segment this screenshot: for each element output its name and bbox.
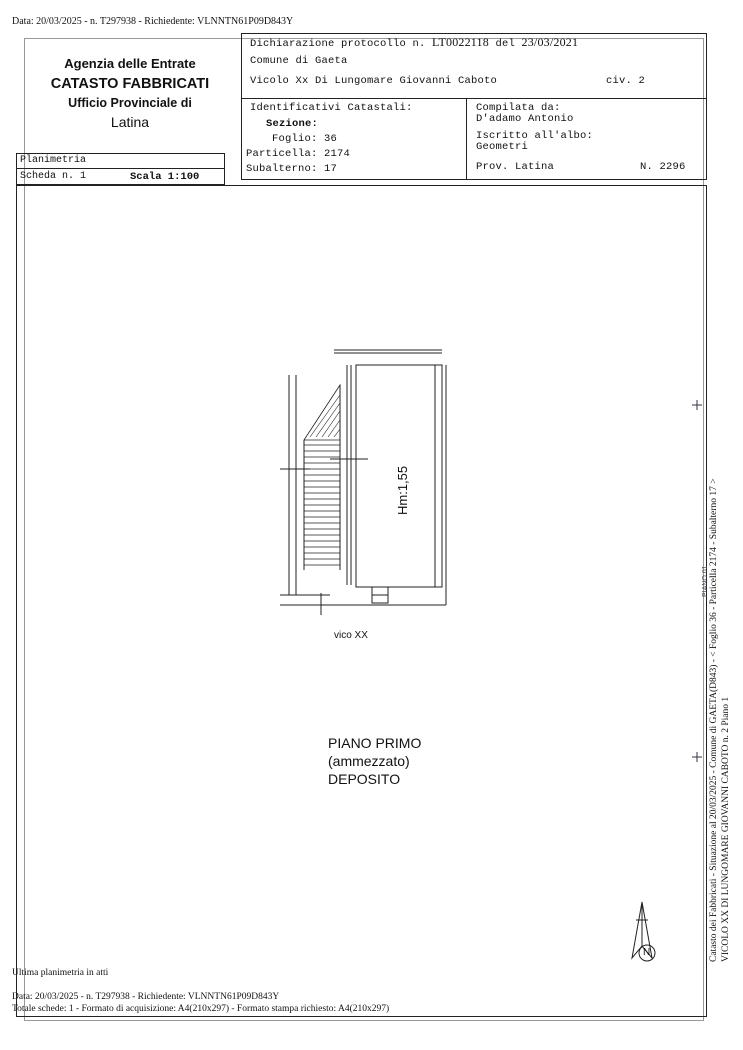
- side-catasto-info: Catasto dei Fabbricati - Situazione al 20/03/2025 - Comune di GAETA(D843) - < Foglio 36 - Particella 2174 - Subalterno 17 >: [709, 478, 719, 962]
- declaration-label: Dichiarazione protocollo n.: [250, 38, 426, 50]
- office-city: Latina: [110, 114, 150, 130]
- floor-plan: [270, 345, 460, 645]
- comune: Comune di Gaeta: [250, 55, 348, 67]
- albo-value: Geometri: [476, 141, 529, 153]
- floor-description: [328, 734, 421, 788]
- protocol-number: LT0022118: [432, 35, 489, 49]
- registration-number: N. 2296: [640, 161, 686, 173]
- albo-title: Iscritto all'albo:: [476, 130, 594, 142]
- catasto-title: CATASTO FABBRICATI: [50, 76, 210, 92]
- office-label: Ufficio Provinciale di: [68, 96, 192, 110]
- registration-marks: [690, 400, 704, 770]
- last-plan-note: Ultima planimetria in atti: [12, 968, 109, 978]
- planimetria-label: Planimetria: [20, 155, 87, 166]
- civic-number: civ. 2: [606, 75, 646, 87]
- foglio: Foglio: 36: [272, 133, 338, 145]
- height-label: Hm:1,55: [395, 465, 410, 515]
- agency-name: Agenzia delle Entrate: [64, 56, 196, 71]
- vico-label: vico XX: [334, 630, 368, 641]
- scheda-label: Scheda n. 1: [20, 171, 87, 182]
- scale-label: Scala 1:100: [130, 171, 200, 183]
- particella: Particella: 2174: [246, 148, 351, 160]
- declaration-line: [250, 35, 578, 50]
- province: Prov. Latina: [476, 161, 555, 173]
- side-address-info: VICOLO XX DI LUNGOMARE GIOVANNI CABOTO n. 2 Piano 1: [721, 696, 731, 962]
- north-label: N: [643, 947, 651, 958]
- floor-qualifier: (ammezzato): [328, 753, 410, 769]
- header-column-divider: [466, 98, 467, 180]
- compiler-name: D'adamo Antonio: [476, 113, 574, 125]
- declaration-del: del: [495, 38, 515, 50]
- declaration-date: 23/03/2021: [521, 35, 579, 49]
- sezione: Sezione:: [266, 118, 319, 130]
- top-request-info: Data: 20/03/2025 - n. T297938 - Richiedente: VLNNTN61P09D843Y: [12, 16, 294, 27]
- identifiers-title: Identificativi Catastali:: [250, 102, 413, 114]
- subalterno: Subalterno: 17: [246, 163, 338, 175]
- address: Vicolo Xx Di Lungomare Giovanni Caboto: [250, 75, 498, 87]
- usage-label: DEPOSITO: [328, 771, 401, 787]
- planimetria-divider: [16, 168, 225, 169]
- piano-mark: PIANO 01: [702, 565, 709, 597]
- footer-request-info: Data: 20/03/2025 - n. T297938 - Richiedente: VLNNTN61P09D843Y: [12, 992, 280, 1002]
- header-divider: [241, 98, 707, 99]
- footer-sheets-info: Totale schede: 1 - Formato di acquisizione: A4(210x297) - Formato stampa richiesto: A4(210x297): [12, 1004, 390, 1014]
- floor-name: PIANO PRIMO: [328, 735, 422, 751]
- compiler-title: Compilata da:: [476, 102, 561, 114]
